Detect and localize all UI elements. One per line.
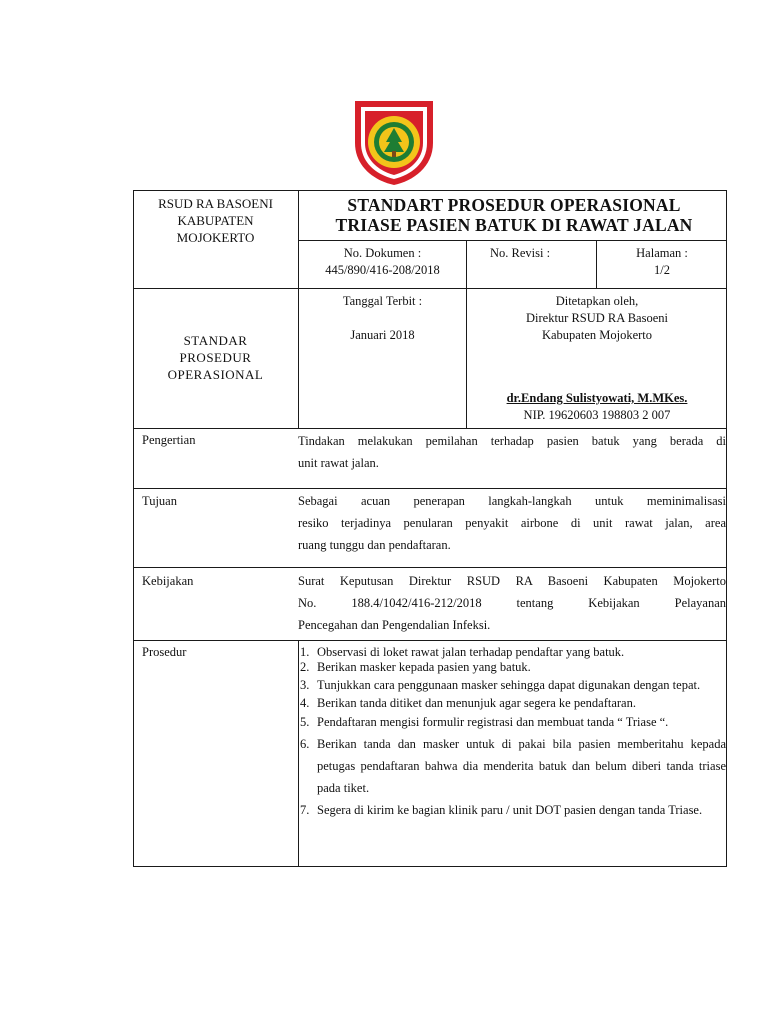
sop-label-line: STANDAR <box>183 333 248 348</box>
step-number: 4. <box>300 696 310 710</box>
title-line: TRIASE PASIEN BATUK DI RAWAT JALAN <box>335 215 693 235</box>
halaman-label: Halaman : <box>636 246 688 260</box>
step-text: Berikan tanda dan masker untuk di pakai bila pasien memberitahu kepada petugas pendaftaran bahwa dia menderita batuk dan belum diberi tanda triase pada tiket. <box>317 736 726 795</box>
step-text: Berikan masker kepada pasien yang batuk. <box>317 659 531 674</box>
title-line: STANDART PROSEDUR OPERASIONAL <box>347 195 681 215</box>
document-title <box>300 195 728 235</box>
step-number: 6. <box>300 736 310 751</box>
institution-line: MOJOKERTO <box>176 230 255 245</box>
list-item <box>298 696 726 711</box>
step-text: Observasi di loket rawat jalan terhadap pendaftar yang batuk. <box>317 645 625 659</box>
no-dokumen-value: 445/890/416-208/2018 <box>325 263 440 277</box>
kebijakan-text <box>298 570 726 636</box>
list-item <box>298 674 726 696</box>
prosedur-list <box>298 645 726 821</box>
tanggal-terbit-label: Tanggal Terbit : <box>342 294 423 308</box>
mojokerto-crest-logo <box>351 97 437 187</box>
text-line: No. 188.4/1042/416-212/2018 tentang Kebijakan Pelayanan <box>298 596 726 610</box>
list-item <box>298 645 726 660</box>
list-item <box>298 711 726 733</box>
ditetapkan-line: Kabupaten Mojokerto <box>541 328 653 342</box>
ditetapkan-block <box>468 293 726 344</box>
sop-label-line: OPERASIONAL <box>167 367 264 382</box>
text-line: Sebagai acuan penerapan langkah-langkah untuk meminimalisasi <box>298 494 726 508</box>
kebijakan-label: Kebijakan <box>142 574 194 588</box>
signatory-name: dr.Endang Sulistyowati, M.MKes. <box>506 391 688 405</box>
step-text: Tunjukkan cara penggunaan masker sehingga dapat digunakan dengan tepat. <box>317 678 701 692</box>
institution-line: RSUD RA BASOENI <box>158 196 273 211</box>
tujuan-text <box>298 490 726 556</box>
text-line: ruang tunggu dan pendaftaran. <box>298 538 451 552</box>
step-number: 5. <box>300 714 310 729</box>
list-item <box>298 799 726 821</box>
prosedur-label: Prosedur <box>142 645 187 659</box>
no-revisi-label: No. Revisi : <box>490 246 551 260</box>
no-dokumen <box>300 245 465 279</box>
text-line: resiko terjadinya penularan penyakit airbone di unit rawat jalan, area <box>298 516 726 530</box>
tujuan-label: Tujuan <box>142 494 177 508</box>
text-line: unit rawat jalan. <box>298 456 379 470</box>
institution-line: KABUPATEN <box>177 213 254 228</box>
pengertian-label: Pengertian <box>142 433 196 447</box>
step-number: 2. <box>300 659 310 674</box>
institution-name <box>134 195 297 246</box>
sop-label-line: PROSEDUR <box>179 350 252 365</box>
ditetapkan-line: Ditetapkan oleh, <box>555 294 639 308</box>
pengertian-text <box>298 430 726 474</box>
tanggal-terbit-value: Januari 2018 <box>350 328 415 342</box>
list-item <box>298 660 726 675</box>
halaman <box>598 245 726 279</box>
halaman-value: 1/2 <box>654 263 670 277</box>
ditetapkan-line: Direktur RSUD RA Basoeni <box>525 311 668 325</box>
list-item <box>298 733 726 799</box>
text-line: Tindakan melakukan pemilahan terhadap pasien batuk yang berada di <box>298 434 726 448</box>
step-number: 1. <box>300 645 310 659</box>
text-line: Surat Keputusan Direktur RSUD RA Basoeni Kabupaten Mojokerto <box>298 574 726 588</box>
no-dokumen-label: No. Dokumen : <box>343 246 422 260</box>
step-text: Pendaftaran mengisi formulir registrasi dan membuat tanda “ Triase “. <box>317 714 669 729</box>
step-text: Berikan tanda ditiket dan menunjuk agar segera ke pendaftaran. <box>317 696 636 710</box>
step-text: Segera di kirim ke bagian klinik paru / unit DOT pasien dengan tanda Triase. <box>317 802 703 817</box>
signatory <box>468 390 726 424</box>
sop-label <box>134 332 297 383</box>
step-number: 7. <box>300 802 310 817</box>
step-number: 3. <box>300 678 310 692</box>
signatory-nip: NIP. 19620603 198803 2 007 <box>523 408 671 422</box>
text-line: Pencegahan dan Pengendalian Infeksi. <box>298 618 491 632</box>
